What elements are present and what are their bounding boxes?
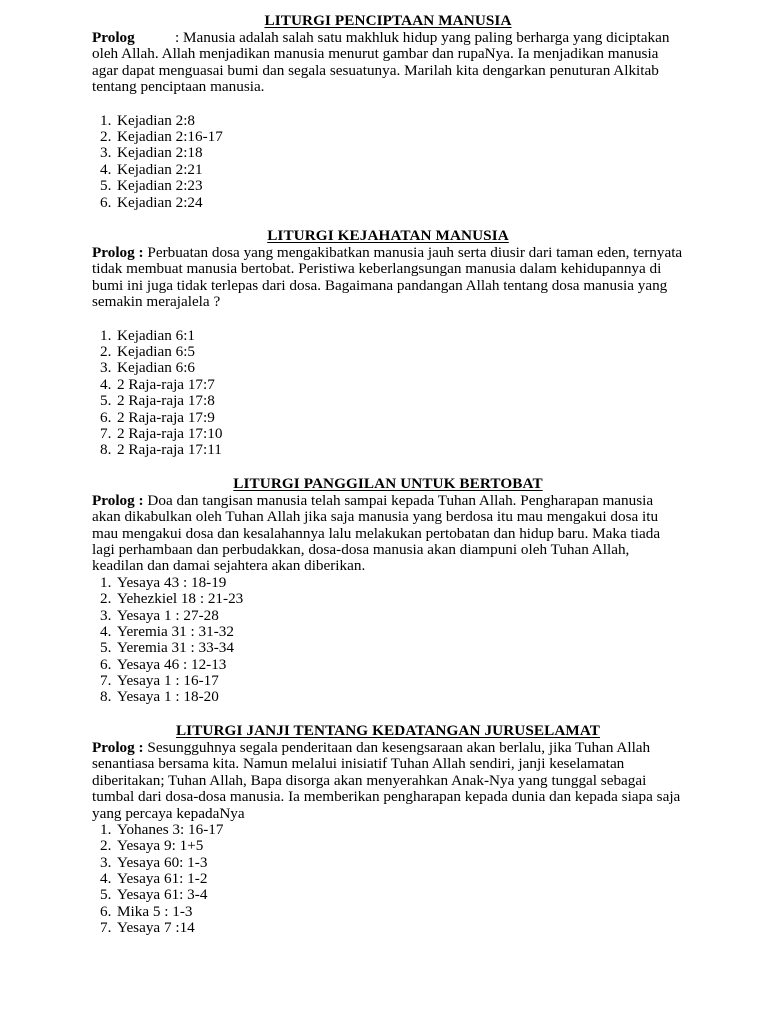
prolog-text: Sesungguhnya segala penderitaan dan kesengsaraan akan berlalu, jika Tuhan Allah senantiasa bersama kita. Namun melalui inisiatif Tuhan Allah sendiri, janji keselamatan diberitakan; Tuhan Allah, Bapa disorga akan menyerahkan Anak-Nya yang tunggal sebagai tumbal dari dosa-dosa manusia. Ia memberikan pengharapan kepada dunia dan kepada siapa saja yang percaya kepadaNya [92,738,681,822]
reference-list [92,822,684,937]
reference-item: 7. Yesaya 1 : 16-17 [100,672,219,690]
reference-item: 3. Kejadian 6:6 [100,359,196,377]
reference-item: 8. 2 Raja-raja 17:11 [100,441,222,459]
reference-item: 6. 2 Raja-raja 17:9 [100,408,215,426]
reference-item: 1. Yesaya 43 : 18-19 [100,573,227,591]
reference-item: 5. Kejadian 2:23 [100,177,203,195]
document-page [92,13,684,937]
reference-item: 1. Yohanes 3: 16-17 [100,820,224,838]
prolog-label: Prolog [92,29,135,46]
prolog-label: Prolog : [92,491,144,509]
section-title: LITURGI PANGGILAN UNTUK BERTOBAT [233,474,543,492]
prolog-text: Perbuatan dosa yang mengakibatkan manusia jauh serta diusir dari taman eden, ternyata tidak membuat manusia bertobat. Peristiwa keberlangsungan manusia dalam kehidupannya di bumi ini juga tidak terlepas dari dosa. Bagaimana pandangan Allah tentang dosa manusia yang semakin merajalela ? [92,243,683,311]
prolog-paragraph [92,740,684,822]
reference-item: 4. 2 Raja-raja 17:7 [100,375,215,393]
reference-item: 4. Yeremia 31 : 31-32 [100,622,234,640]
reference-item: 6. Yesaya 46 : 12-13 [100,655,227,673]
reference-item: 7. 2 Raja-raja 17:10 [100,424,223,442]
section-title: LITURGI KEJAHATAN MANUSIA [267,226,509,244]
reference-item: 4. Yesaya 61: 1-2 [100,870,208,888]
reference-item: 1. Kejadian 6:1 [100,326,196,344]
section-title: LITURGI JANJI TENTANG KEDATANGAN JURUSELAMAT [175,721,601,739]
reference-item: 4. Kejadian 2:21 [100,160,203,178]
reference-list [92,328,684,459]
reference-item: 2. Kejadian 2:16-17 [100,128,223,146]
section-penciptaan [92,13,684,211]
prolog-paragraph [92,245,684,311]
section-title: LITURGI PENCIPTAAN MANUSIA [264,12,512,29]
reference-item: 3. Yesaya 1 : 27-28 [100,606,219,624]
prolog-paragraph [92,493,684,575]
reference-item: 5. Yesaya 61: 3-4 [100,886,208,904]
reference-item: 6. Mika 5 : 1-3 [100,902,193,920]
section-janji-juruselamat [92,723,684,937]
reference-item: 5. 2 Raja-raja 17:8 [100,392,215,410]
section-kejahatan [92,228,684,459]
reference-item: 2. Kejadian 6:5 [100,342,196,360]
reference-list [92,113,684,211]
reference-item: 3. Yesaya 60: 1-3 [100,853,208,871]
reference-list [92,575,684,706]
prolog-label: Prolog : [92,243,144,261]
reference-item: 1. Kejadian 2:8 [100,111,196,129]
reference-item: 3. Kejadian 2:18 [100,144,203,162]
reference-item: 2. Yehezkiel 18 : 21-23 [100,590,244,608]
reference-item: 6. Kejadian 2:24 [100,193,203,211]
prolog-text: Doa dan tangisan manusia telah sampai kepada Tuhan Allah. Pengharapan manusia akan dikabulkan oleh Tuhan Allah jika saja manusia yang berdosa itu mau mengakui dosa itu mau mengakui dosa dan kesalahannya lalu melakukan pertobatan dan hidup baru. Maka tiada lagi perhambaan dan perbudakkan, dosa-dosa manusia akan diampuni oleh Tuhan Allah, keadilan dan damai sejahtera akan diberikan. [92,491,661,575]
prolog-text: : Manusia adalah salah satu makhluk hidup yang paling berharga yang diciptakan oleh Allah. Allah menjadikan manusia menurut gambar dan rupaNya. Ia menjadikan manusia agar dapat menguasai bumi dan segala sesuatunya. Marilah kita dengarkan penuturan Alkitab tentang penciptaan manusia. [92,29,670,96]
prolog-label: Prolog : [92,738,144,756]
reference-item: 2. Yesaya 9: 1+5 [100,837,204,855]
reference-item: 8. Yesaya 1 : 18-20 [100,688,219,706]
prolog-paragraph [92,30,684,96]
reference-item: 5. Yeremia 31 : 33-34 [100,639,234,657]
reference-item: 7. Yesaya 7 :14 [100,919,195,937]
section-panggilan [92,476,684,706]
